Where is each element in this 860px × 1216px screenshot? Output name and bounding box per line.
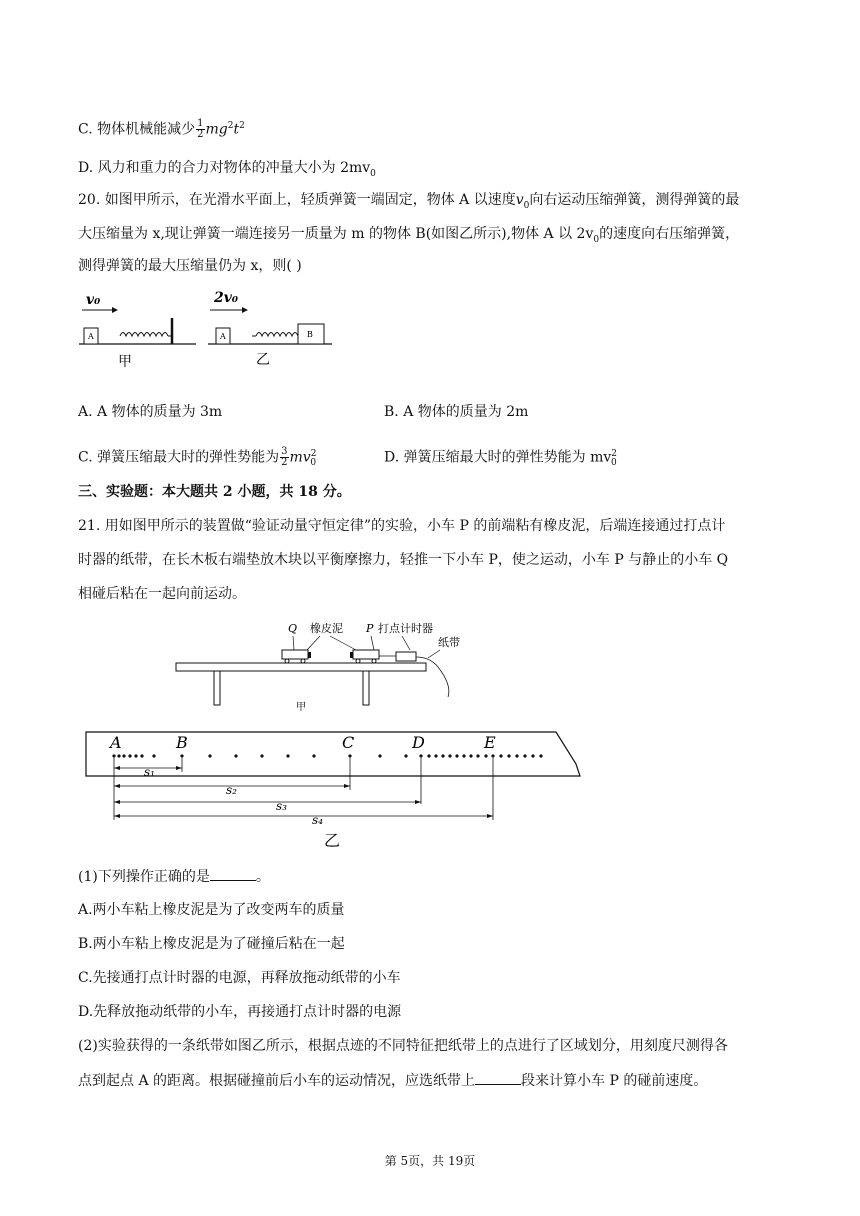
timer [396,652,416,661]
q21-stem-line2: 时器的纸带，在长木板右端垫放木块以平衡摩擦力，轻推一下小车 P，使之运动，小车 P 与静止的小车 Q [78,552,729,568]
q20-option-d: D. 弹簧压缩最大时的弹性势能为 $mv^2_0$ [384,449,617,469]
tape-dot [122,754,125,757]
tape-dot [260,754,263,757]
answer-blank-2[interactable] [475,1070,521,1085]
v0-label: v₀ [86,292,101,308]
spring-icon-2 [256,333,298,337]
figure2-yi-label: 乙 [324,831,341,850]
point-e-label: E [484,733,496,752]
point-a-label: A [110,733,122,752]
q20-stem-line1: 20. 如图甲所示，在光滑水平面上，轻质弹簧一端固定，物体 A 以速度$v_0$向右运动压缩弹簧，测得弹簧的最 [78,192,740,211]
q21-sub1: (1)下列操作正确的是 。 [78,866,270,887]
block-b-label: B [307,330,313,339]
tape-dot [378,754,381,757]
label-zhidai: 纸带 [438,636,460,649]
tape-dot [208,754,211,757]
q21-sub2-line2: 点到起点 A 的距离。根据碰撞前后小车的运动情况，应选纸带上 段来计算小车 P 的碰前速度。 [78,1070,707,1091]
q20-option-c: C. 弹簧压缩最大时的弹性势能为 $\frac{3}{2}$ $mv^2_0$ [78,446,317,469]
tape-dot [419,754,422,757]
tape-dot [128,754,131,757]
figure-jia-label: 甲 [118,354,132,370]
tape-dot [539,754,542,757]
spring-icon [120,333,168,337]
tape-dot [312,754,315,757]
tape-dot [484,754,487,757]
q20-option-a: A. A 物体的质量为 3m [78,404,223,420]
tape-dot [531,754,534,757]
s4-label: s₄ [312,813,323,827]
tape-dot [448,754,451,757]
apparatus-figure [170,614,470,714]
point-c-label: C [342,733,355,752]
s1-label: s₁ [144,765,155,779]
q21-option-d: D.先释放拖动纸带的小车，再接通打点计时器的电源 [78,1004,402,1020]
page-footer: 第 5页，共 19页 [384,1154,476,1168]
q21-option-c: C.先接通打点计时器的电源，再释放拖动纸带的小车 [78,970,401,986]
point-d-label: D [412,733,425,752]
tape-dots [112,754,542,757]
q21-option-b: B.两小车粘上橡皮泥是为了碰撞后粘在一起 [78,936,345,952]
s2-label: s₂ [226,783,237,797]
tape-dot [476,754,479,757]
tape-dot [441,754,444,757]
label-dadian: 打点计时器 [378,622,433,635]
tape-dot [180,754,183,757]
q19-option-d: D. 风力和重力的合力对物体的冲量大小为 $2mv_0$ [78,160,376,179]
tape-outline [86,732,580,776]
tape-dot [152,754,155,757]
tape-dot [499,754,502,757]
tape-dot [348,754,351,757]
tape-dot [427,754,430,757]
figure-yi-label: 乙 [256,352,270,368]
fraction-half: $\frac{1}{2}$ [197,118,204,141]
label-q: Q [288,622,298,635]
answer-blank-1[interactable] [210,866,256,881]
two-v0-label: 2v₀ [214,290,239,306]
tape-dot [515,754,518,757]
q20-option-b: B. A 物体的质量为 2m [384,404,529,420]
paper-tape-figure [84,724,594,854]
q20-stem-line3: 测得弹簧的最大压缩量仍为 x，则( ) [78,258,302,274]
tape-dot [112,754,115,757]
q19-option-c: C. 物体机械能减少 $\frac{1}{2}$ $mg^2t^2$ [78,118,245,141]
s3-label: s₃ [276,799,287,813]
tape-dot [491,754,494,757]
tape-dot [140,754,143,757]
label-xiangpini: 橡皮泥 [310,622,343,635]
block-a-label: A [88,332,94,341]
block-a-label-2: A [220,332,226,341]
q20-stem-line2: 大压缩量为 x,现让弹簧一端连接另一质量为 m 的物体 B(如图乙所示),物体 A 以 $2v_0$的速度向右压缩弹簧， [78,226,740,245]
q21-stem-line3: 相碰后粘在一起向前运动。 [78,586,246,602]
cart-p [353,650,379,659]
q21-stem-line1: 21. 用如图甲所示的装置做“验证动量守恒定律”的实验，小车 P 的前端粘有橡皮泥，后端连接通过打点计 [78,518,726,534]
tape-dot [134,754,137,757]
tape-dot [462,754,465,757]
point-b-label: B [176,733,188,752]
tape-dot [434,754,437,757]
cart-q [282,650,308,659]
q20-spring-figure [76,284,356,374]
label-p: P [366,622,374,635]
long-board [176,663,426,671]
tape-dot [523,754,526,757]
fraction-three-halves: $\frac{3}{2}$ [281,446,288,469]
q21-sub2-line1: (2)实验获得的一条纸带如图乙所示，根据点迹的不同特征把纸带上的点进行了区域划分，用刻度尺测得各 [78,1038,728,1054]
tape-dot [455,754,458,757]
tape-dot [469,754,472,757]
q21-option-a: A.两小车粘上橡皮泥是为了改变两车的质量 [78,902,345,918]
tape-dot [404,754,407,757]
tape-dot [286,754,289,757]
tape-dot [507,754,510,757]
tape-dot [234,754,237,757]
section-heading: 三、实验题：本大题共 2 小题，共 18 分。 [78,484,351,500]
tape-dot [117,754,120,757]
figure1-jia-label: 甲 [296,702,306,713]
